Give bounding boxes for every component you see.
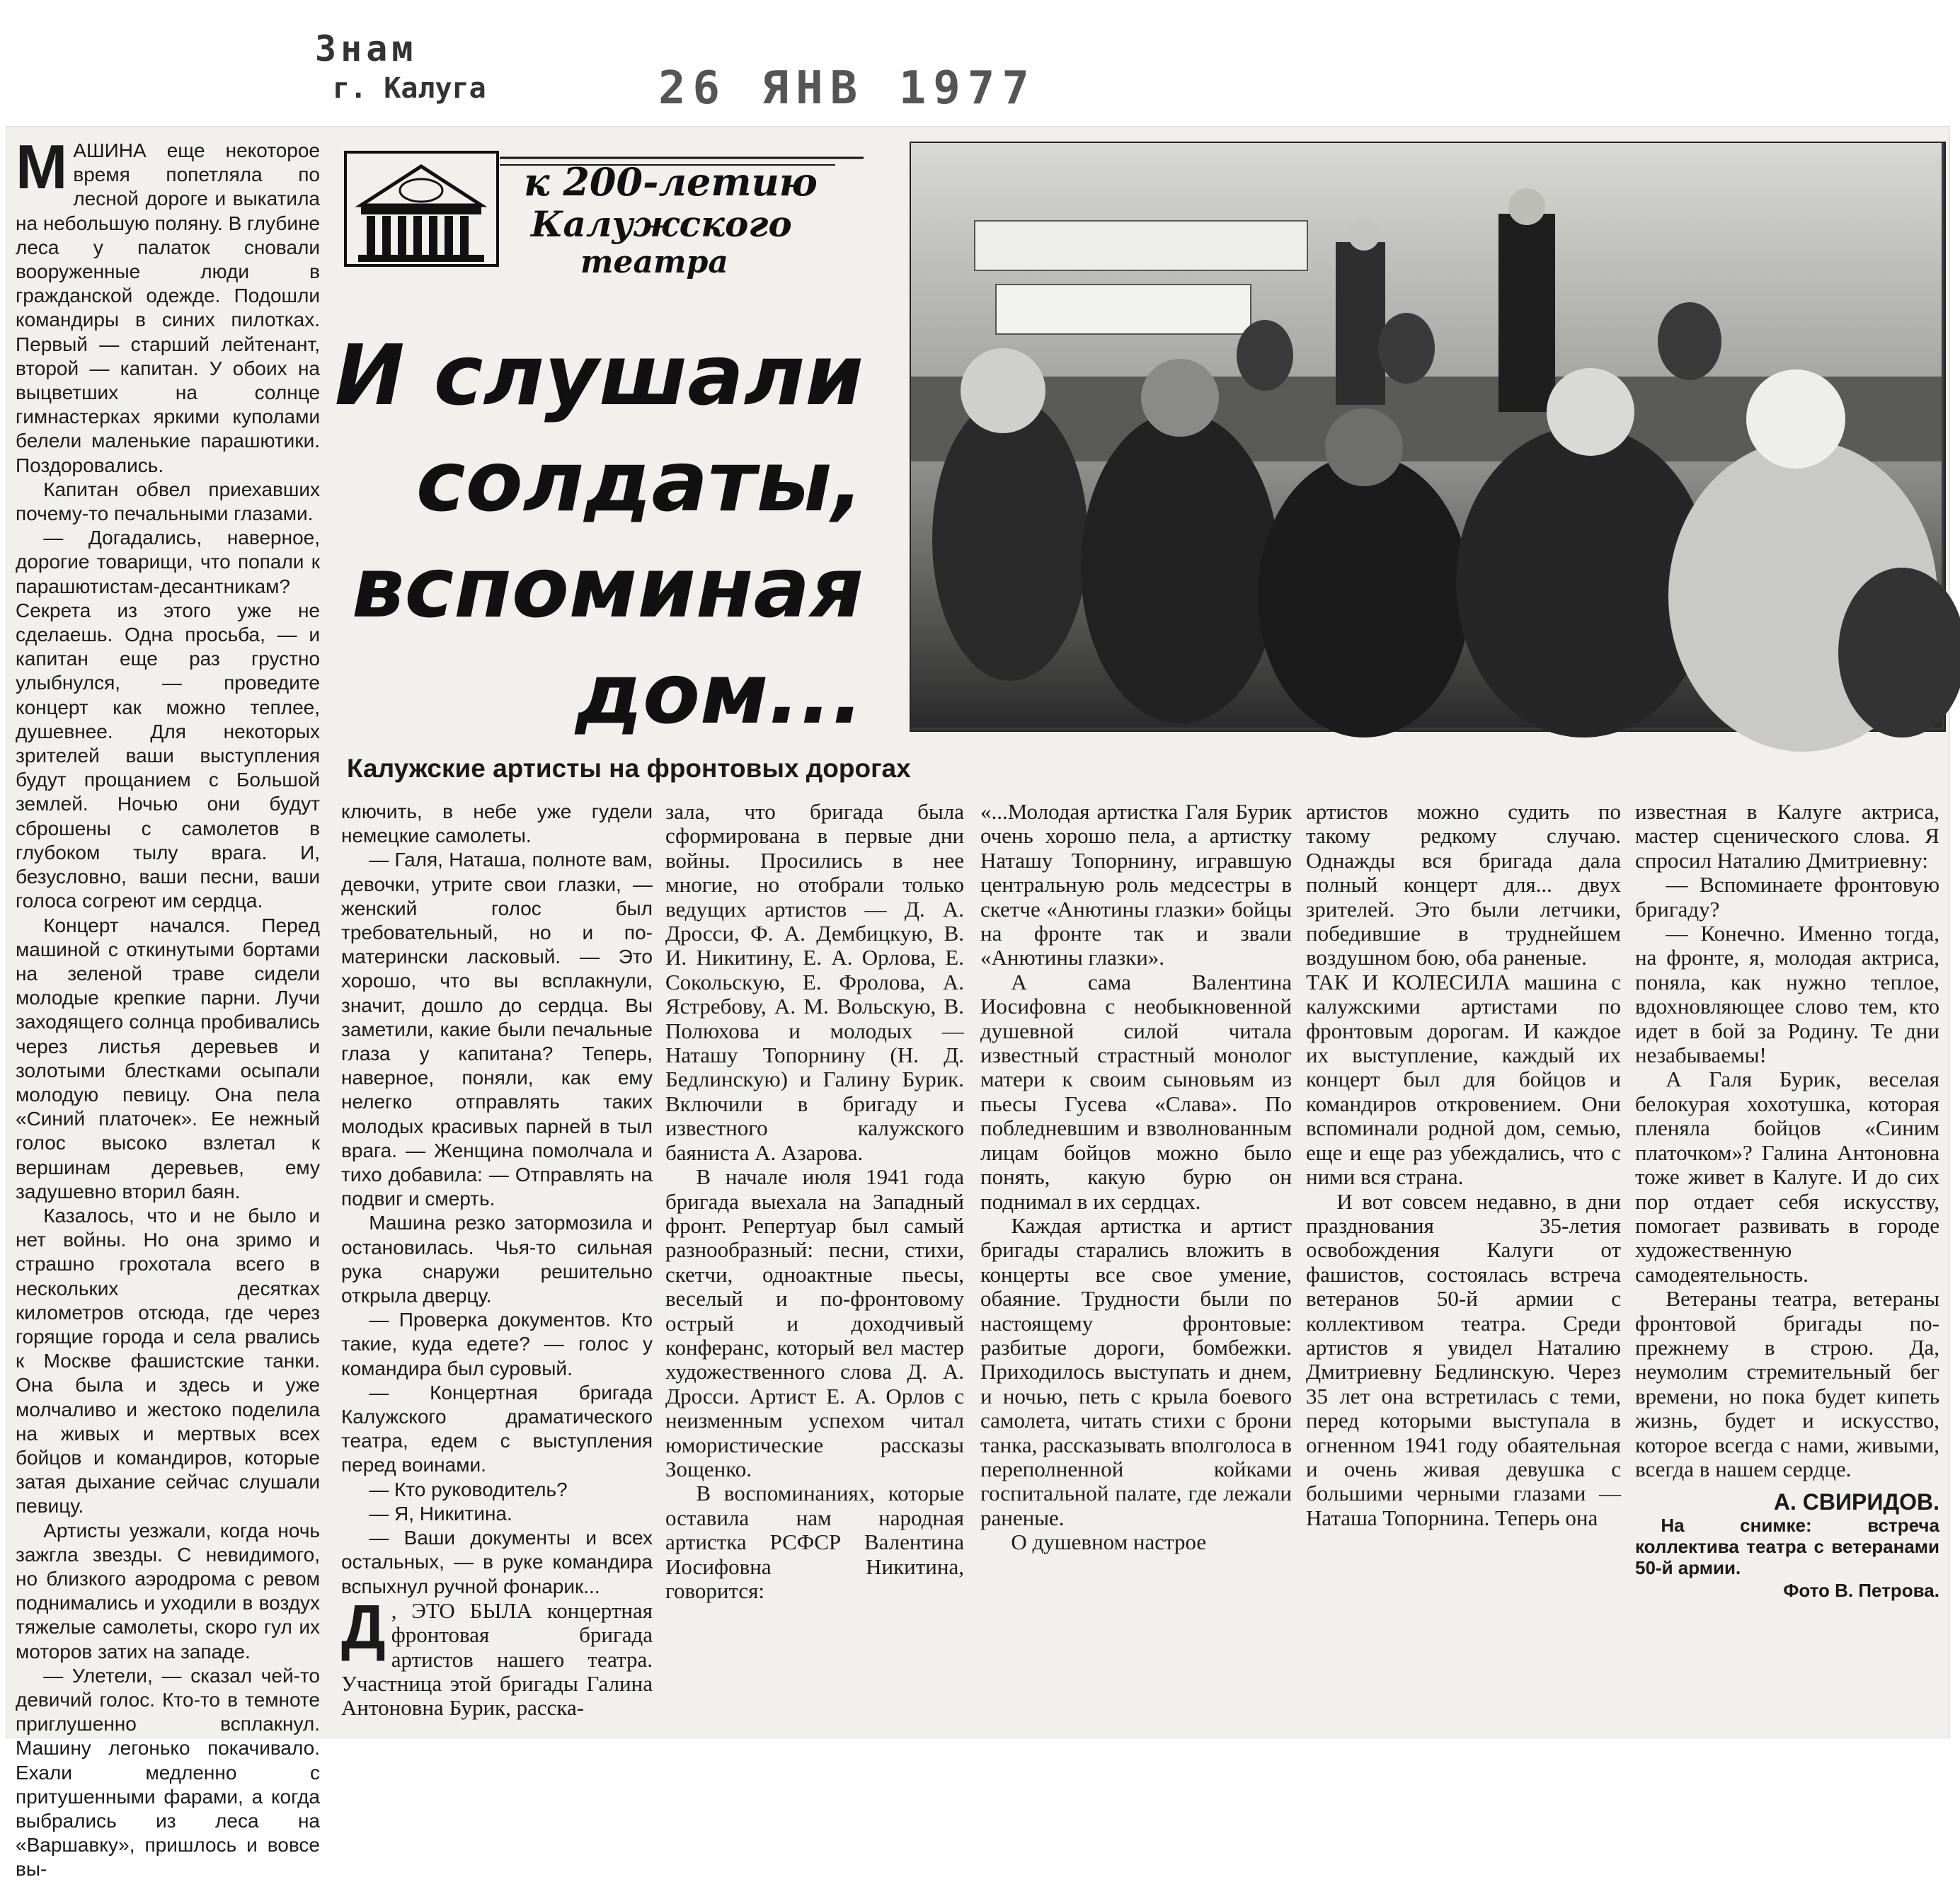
paragraph: О душевном настрое [1011, 1530, 1207, 1555]
paragraph: Казалось, что и не было и нет войны. Но она зримо и страшно грохотала всего в нескольких десятках километров отсюда, где через горящие города и села рвались к Москве фашистские танки. Она была и здесь и уже молчаливо и жестоко поделила на живых и мертвых всех бойцов и командиров, которые затая дыхание сейчас слушали певицу. [16, 1204, 320, 1517]
paragraph [341, 1591, 653, 1721]
paragraph: зала, что бригада была сформирована в первые дни войны. Просились в нее многие, но отобрали только ведущих артистов — Д. А. Дросси, Ф. А. Дембицкую, В. И. Никитину, Е. А. Орлова, Е. Сокольскую, Е. Фролова, А. Ястребову, А. М. Вольскую, В. Полюхова и молодых — Наташу Топорнину (Н. Д. Бедлинскую) и Галину Бурик. Включили в бригаду и известного калужского баяниста А. Азарова. [665, 799, 964, 1165]
paragraph: известная в Калуге актриса, мастер сценического слова. Я спросил Наталию Дмитриевну: [1635, 799, 1939, 873]
article-headline [326, 322, 864, 761]
rubric-line-1: к 200-летию [524, 159, 818, 205]
paragraph: Капитан обвел приехавших почему-то печальными глазами. [16, 478, 320, 525]
article-column-5 [1306, 800, 1621, 1734]
paragraph: — Концертная бригада Калужского драматического театра, едем с выступления перед воинами. [341, 1381, 653, 1476]
paragraph: — Проверка документов. Кто такие, куда едете? — голос у командира был суровый. [341, 1309, 653, 1379]
paragraph: ТАК И КОЛЕСИЛА машина с калужскими артистами по фронтовым дорогам. И каждое их выступление, каждый их концерт был для бойцов и командиров откровением. Они вспоминали родной дом, семью, еще и еще раз убеждались, что с ними вся страна. [1306, 969, 1621, 1190]
article-column-1 [16, 132, 320, 1881]
anniversary-rubric [340, 145, 878, 287]
paragraph [16, 132, 320, 478]
col1-text: АШИНА еще некоторое время попетляла по лесной дороге и выкатила на небольшую поляну. В глубине леса у палаток сновали вооруженные люди в гражданской одежде. Подошли командиры в синих пилотках. Первый — старший лейтенант, второй — капитан. У обоих на выцветших на солнце гимнастерках яркими куполами белели маленькие парашютики. Поздоровались. [16, 139, 320, 476]
author-signature: А. СВИРИДОВ. [1773, 1489, 1939, 1515]
paragraph: — Кто руководитель? [369, 1478, 568, 1501]
event-photo [910, 142, 1946, 732]
paragraph: В начале июля 1941 года бригада выехала на Западный фронт. Репертуар был самый разнообразный: песни, стихи, скетчи, одноактные пьесы, веселый и по-фронтовому острый и доходчивый конферанс, который вел мастер художественного слова Д. А. Дросси. Артист Е. А. Орлов с неизменным успехом читал юмористические рассказы Зощенко. [665, 1164, 964, 1481]
paragraph: — Догадались, наверное, дорогие товарищи, что попали к парашютистам-десантникам? Секрета из этого уже не сделаешь. Одна просьба, — и капитан еще раз грустно улыбнулся, — проведите концерт как можно теплее, душевнее. Для некоторых зрителей ваши выступления будут прощанием с Большой землей. Ночью они будут сброшены с самолетов в глубоком тылу врага. И, безусловно, ваши песни, ваши голоса согреют им сердца. [16, 527, 320, 912]
paragraph: «...Молодая артистка Галя Бурик очень хорошо пела, а артистку Наташу Топорнину, игравшую центральную роль медсестры в скетче «Анютины глазки» бойцы на фронте так и звали «Анютины глазки». [980, 799, 1292, 970]
drop-cap-d: Д [341, 1591, 386, 1662]
article-column-3 [665, 800, 964, 1734]
headline-line-3: вспоминая [351, 539, 864, 636]
article-column-2 [341, 800, 653, 1734]
paragraph: — Я, Никитина. [369, 1502, 512, 1525]
photo-meeting-image [911, 143, 1942, 728]
paragraph: — Улетели, — сказал чей-то девичий голос. Кто-то в темноте приглушенно всплакнул. Машину легонько покачивало. Ехали медленно с притушенными фарами, а когда выбрались из леса на «Варшавку», пришлось и вовсе вы- [16, 1664, 320, 1881]
headline-line-2: солдаты, [416, 432, 864, 530]
photo-credit: Фото В. Петрова. [1783, 1579, 1939, 1601]
paragraph: Концерт начался. Перед машиной с откинутыми бортами на зеленой траве сидели молодые крепкие парни. Лучи заходящего солнца пробивались через листья деревьев и золотыми блестками осыпали молодую певицу. Она пела «Синий платочек». Ее нежный голос высоко взлетал к вершинам деревьев, ему задушевно вторил баян. [16, 914, 320, 1203]
paragraph: И вот совсем недавно, в дни празднования 35-летия освобождения Калуги от фашистов, состоялась встреча ветеранов 50-й армии с коллективом театра. Среди артистов я увидел Наталию Дмитриевну Бедлинскую. Через 35 лет она встретилась с теми, перед которыми выступала в огненном 1941 году обаятельная и очень живая девушка с большими черными глазами — Наташа Топорнина. Теперь она [1306, 1188, 1621, 1530]
article-column-6 [1635, 800, 1939, 1734]
paragraph: А сама Валентина Иосифовна с необыкновенной душевной силой читала известный страстный монолог матери к своим сыновьям из пьесы Гусева «Слава». По побледневшим и взволнованным лицам бойцов можно было понять, какую бурю он поднимал в их сердцах. [980, 969, 1292, 1214]
paragraph: артистов можно судить по такому редкому случаю. Однажды вся бригада дала полный концерт для... двух зрителей. Это были летчики, победившие в труднейшем воздушном бою, оба раненые. [1306, 799, 1621, 970]
paragraph: Артисты уезжали, когда ночь зажгла звезды. С невидимого, но близкого аэродрома с ревом поднимались и уходили в воздух тяжелые самолеты, скоро гул их моторов затих на западе. [16, 1519, 320, 1663]
paragraph: ключить, в небе уже гудели немецкие самолеты. [341, 801, 653, 847]
rubric-line-2: Калужского [531, 203, 792, 245]
photo-caption: На снимке: встреча коллектива театра с ветеранами 50-й армии. [1635, 1514, 1939, 1578]
paragraph: — Ваши документы и всех остальных, — в руке командира вспыхнул ручной фонарик... [341, 1527, 653, 1597]
paragraph: — Вспоминаете фронтовую бригаду? [1635, 872, 1939, 922]
paragraph: Каждая артистка и артист бригады старались вложить в концерты все свое умение, обаяние. Трудности были по настоящему фронтовые: разбитые дороги, бомбежки. Приходилось выступать и днем, и ночью, петь с крыла боевого самолета, читать стихи с брони танка, рассказывать вполголоса в переполненной койками госпитальной палате, где лежали раненые. [980, 1212, 1292, 1530]
paragraph: — Конечно. Именно тогда, на фронте, я, молодая актриса, поняла, как нужно теплое, вдохновляющее слово тем, кто идет в бой за Родину. Те дни незабываемы! [1635, 921, 1939, 1068]
paragraph: Машина резко затормозила и остановилась. Чья-то сильная рука снаружи решительно открыла дверцу. [341, 1212, 653, 1307]
article-column-4 [980, 800, 1292, 1734]
headline-line-4: дом... [575, 645, 864, 742]
paragraph: — Галя, Наташа, полноте вам, девочки, утрите свои глазки, — женский голос был требовательный, но и по-матерински ласковый. — Это хорошо, что вы всплакнули, значит, дошло до сердца. Вы заметили, какие были печальные глаза у капитана? Теперь, наверное, поняли, как ему нелегко отправлять таких молодых красивых парней в тыл врага. — Женщина помолчала и тихо добавила: — Отправлять на подвиг и смерть. [341, 849, 653, 1210]
city-stamp: г. Калуга [333, 72, 486, 105]
newspaper-name-stamp: Знам [315, 28, 418, 69]
paragraph: Ветераны театра, ветераны фронтовой бригады по-прежнему в строю. Да, неумолим стремительный бег времени, но пока будет кипеть жизнь, будет и искусство, которое всегда с нами, живыми, всегда в нашем сердце. [1635, 1286, 1939, 1481]
date-stamp: 26 ЯНВ 1977 [658, 62, 1036, 115]
headline-line-1: И слушали [334, 326, 864, 424]
paragraph: В воспоминаниях, которые оставила нам народная артистка РСФСР Валентина Иосифовна Никитина, говорится: [665, 1481, 964, 1603]
rubric-line-3: театра [580, 244, 728, 280]
paragraph: А Галя Бурик, веселая белокурая хохотушка, которая пленяла бойцов «Синим платочком»? Галина Антоновна тоже живет в Калуге. И до сих пор отдает себя искусству, помогает развивать в городе художественную самодеятельность. [1635, 1067, 1939, 1287]
article-subheading: Калужские артисты на фронтовых дорогах [347, 754, 911, 783]
drop-cap-m: М [16, 132, 68, 202]
col2-last-text: , ЭТО БЫЛА концертная фронтовая бригада артистов нашего театра. Участница этой бригады Галина Антоновна Бурик, расска- [341, 1597, 653, 1721]
